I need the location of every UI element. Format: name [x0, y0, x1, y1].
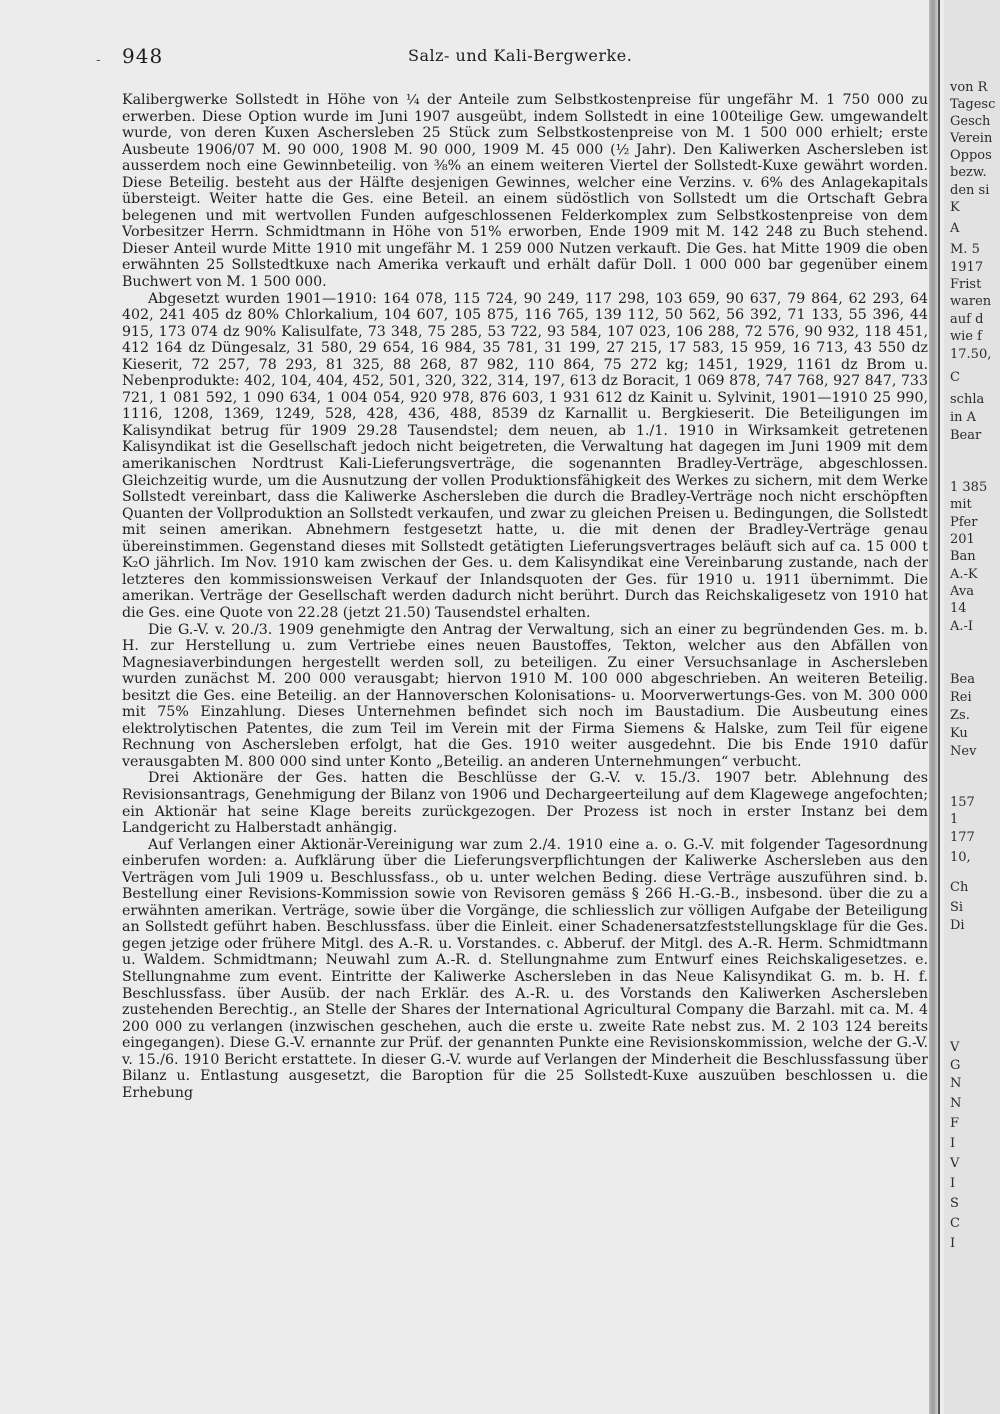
adjacent-page-fragment: Nev — [950, 744, 977, 759]
paragraph: Die G.-V. v. 20./3. 1909 genehmigte den Antrag der Verwaltung, sich an einer zu begründenden Ges. m. b. H. zur Herstellung u. zum Vertriebe eines neuen Baustoffes, Tekton, welcher aus den Abfällen von Magnesiaverbindungen hergestellt werden soll, zu beteiligen. Zu einer Versuchsanlage in Aschersleben wurden zunächst M. 200 000 verausgabt; hiervon 1910 M. 100 000 abgeschrieben. An weiteren Beteilig. besitzt die Ges. eine Beteilig. an der Hannoverschen Kolonisations- u. Moorverwertungs-Ges. von M. 300 000 mit 75% Einzahlung. Dieses Unternehmen befindet sich noch im Baustadium. Die Ausbeutung eines elektrolytischen Patentes, die zum Teil im Verein mit der Firma Siemens & Halske, zum Teil für eigene Rechnung von Aschersleben erfolgt, hat die Ges. 1910 weiter ausgedehnt. Die bis Ende 1910 dafür verausgabten M. 800 000 sind unter Konto „Beteilig. an anderen Unternehmungen“ verbucht. — [122, 621, 928, 770]
paragraph: Drei Aktionäre der Ges. hatten die Beschlüsse der G.-V. v. 15./3. 1907 betr. Ablehnung des Revisionsantrags, Genehmigung der Bilanz von 1906 und Dechargeerteilung auf dem Klagewege angefochten; ein Aktionär hat seine Klage bereits zurückgezogen. Der Prozess ist noch in erster Instanz bei dem Landgericht zu Halberstadt anhängig. — [122, 770, 928, 837]
paragraph: Kalibergwerke Sollstedt in Höhe von ¼ der Anteile zum Selbstkostenpreise für ungefähr M. 1 750 000 zu erwerben. Diese Option wurde im Juni 1907 ausgeübt, indem Sollstedt in eine 100teilige Gew. umgewandelt wurde, von deren Kuxen Aschersleben 25 Stück zum Selbstkostenpreise von M. 1 500 000 erhielt; erste Ausbeute 1906/07 M. 90 000, 1908 M. 90 000, 1909 M. 45 000 (½ Jahr). Den Kaliwerken Aschersleben ist ausserdem noch eine Gewinnbeteilig. von ⅜% an einem weiteren Viertel der Sollstedt-Kuxe gewährt worden. Diese Beteilig. besteht aus der Hälfte desjenigen Gewinnes, welcher eine Verzins. v. 6% des Anlagekapitals übersteigt. Weiter hatte die Ges. eine Beteil. an einem südöstlich von Sollstedt um die Ortschaft Gebra belegenen und mit wertvollen Funden aufgeschlossenen Felderkomplex zum Selbstkostenpreise von dem Vorbesitzer Herrn. Schmidtmann in Höhe von 51% erworben, Ende 1909 mit M. 142 248 zu Buch stehend. Dieser Anteil wurde Mitte 1910 mit ungefähr M. 1 259 000 Nutzen verkauft. Die Ges. hat Mitte 1909 die oben erwähnten 25 Sollstedtkuxe nach Amerika verkauft und erhält dafür Doll. 1 000 000 bar gegenüber einem Buchwert von M. 1 500 000. — [122, 92, 928, 291]
adjacent-page-fragment: G — [950, 1058, 961, 1073]
margin-dash: - — [96, 52, 101, 68]
adjacent-page-fragment: 177 — [950, 830, 975, 845]
adjacent-page-fragment: 17.50, — [950, 347, 992, 362]
gutter-line — [938, 0, 940, 1414]
running-head: Salz- und Kali-Bergwerke. — [408, 46, 633, 65]
adjacent-page-fragment: C — [950, 370, 960, 385]
adjacent-page-fragment: Zs. — [950, 708, 970, 723]
adjacent-page-fragment: Ch — [950, 880, 969, 895]
page-number: 948 — [122, 44, 164, 68]
adjacent-page-fragment: Di — [950, 918, 965, 933]
adjacent-page-fragment: I — [950, 1236, 956, 1251]
adjacent-page-fragment: Rei — [950, 690, 972, 705]
adjacent-page-fragment: in A — [950, 410, 977, 425]
adjacent-page-fragment: von R — [950, 80, 988, 95]
adjacent-page-fragment: 1 385 — [950, 480, 988, 495]
adjacent-page-fragment: waren — [950, 294, 992, 309]
adjacent-page-strip — [944, 0, 1000, 1414]
adjacent-page-fragment: I — [950, 1176, 956, 1191]
adjacent-page-fragment: Ava — [950, 584, 974, 599]
adjacent-page-fragment: N — [950, 1076, 962, 1091]
adjacent-page-fragment: Bea — [950, 672, 975, 687]
paragraph: Abgesetzt wurden 1901—1910: 164 078, 115 724, 90 249, 117 298, 103 659, 90 637, 79 864, 62 293, 64 402, 241 405 dz 80% Chlorkalium, 104 607, 105 875, 116 765, 139 112, 50 562, 56 392, 71 133, 55 396, 44 915, 173 074 dz 90% Kalisulfate, 73 348, 75 285, 53 722, 93 584, 107 023, 106 288, 72 576, 90 932, 118 451, 412 164 dz Düngesalz, 31 580, 29 654, 16 984, 35 781, 31 199, 27 215, 17 583, 15 959, 16 713, 43 550 dz Kieserit, 72 257, 78 293, 81 325, 88 268, 87 982, 110 864, 75 272 kg; 1451, 1929, 1161 dz Brom u. Nebenprodukte: 402, 104, 404, 452, 501, 320, 322, 314, 197, 613 dz Boracit, 1 069 878, 747 768, 927 847, 733 721, 1 081 592, 1 090 634, 1 004 054, 920 978, 876 603, 1 931 612 dz Kainit u. Sylvinit, 1901—1910 25 990, 1116, 1208, 1369, 1249, 528, 428, 436, 488, 8539 dz Karnallit u. Bergkieserit. Die Beteiligungen im Kalisyndikat betrug für 1909 29.28 Tausendstel; dem neuen, ab 1./1. 1910 in Wirksamkeit getretenen Kalisyndikat ist die Gesellschaft jedoch nicht beigetreten, die Verwaltung hat dagegen im Juni 1909 mit dem amerikanischen Nordtrust Kali-Lieferungsverträge, die sogenannten Bradley-Verträge, abgeschlossen. Gleichzeitig wurde, um die Ausnutzung der vollen Produktionsfähigkeit des Werkes zu sichern, mit dem Werke Sollstedt vereinbart, dass die Kaliwerke Aschersleben die durch die Bradley-Verträge noch nicht erschöpften Quanten der Vollproduktion an Sollstedt verkaufen, und zwar zu gleichen Preisen u. Bedingungen, die Sollstedt mit seinen amerikan. Abnehmern festgesetzt hatte, u. die mit denen der Bradley-Verträge genau übereinstimmen. Gegenstand dieses mit Sollstedt getätigten Lieferungsvertrages beläuft sich auf ca. 15 000 t K₂O jährlich. Im Nov. 1910 kam zwischen der Ges. u. dem Kalisyndikat eine Vereinbarung zustande, nach der letzteres den kommissionsweisen Verkauf der Inlandsquoten der Ges. für 1910 u. 1911 übernimmt. Die amerikan. Verträge der Gesellschaft werden dadurch nicht berührt. Durch das Reichskaligesetz von 1910 hat die Ges. eine Quote von 22.28 (jetzt 21.50) Tausendstel erhalten. — [122, 290, 928, 621]
adjacent-page-fragment: V — [950, 1040, 960, 1055]
adjacent-page-fragment: 157 — [950, 795, 975, 810]
adjacent-page-fragment: Gesch — [950, 114, 991, 129]
adjacent-page-fragment: Si — [950, 900, 964, 915]
adjacent-page-fragment: I — [950, 1136, 956, 1151]
adjacent-page-fragment: den si — [950, 183, 990, 198]
adjacent-page-fragment: Ku — [950, 726, 968, 741]
adjacent-page-fragment: 10, — [950, 850, 971, 865]
adjacent-page-fragment: M. 5 — [950, 242, 980, 257]
page-header — [118, 44, 928, 74]
adjacent-page-fragment: S — [950, 1196, 959, 1211]
adjacent-page-fragment: Oppos — [950, 148, 992, 163]
adjacent-page-fragment: 1 — [950, 812, 959, 827]
adjacent-page-fragment: auf d — [950, 312, 984, 327]
adjacent-page-fragment: A.-I — [950, 619, 974, 634]
adjacent-page-fragment: 201 — [950, 532, 975, 547]
adjacent-page-fragment: V — [950, 1156, 960, 1171]
adjacent-page-fragment: 1917 — [950, 260, 984, 275]
adjacent-page-fragment: Bear — [950, 428, 982, 443]
paragraph: Auf Verlangen einer Aktionär-Vereinigung war zum 2./4. 1910 eine a. o. G.-V. mit folgender Tagesordnung einberufen worden: a. Aufklärung über die Lieferungsverpflichtungen der Kaliwerke Aschersleben aus den Verträgen vom Juli 1909 u. Beschlussfass., ob u. unter welchen Beding. diese Verträge auszuführen sind. b. Bestellung einer Revisions-Kommission sowie von Revisoren gemäss § 266 H.-G.-B., insbesond. über die zu a erwähnten amerikan. Verträge, sowie über die Vorgänge, die schliesslich zur völligen Aufgabe der Beteiligung an Sollstedt geführt haben. Beschlussfass. über die Einleit. einer Schadenersatzfeststellungsklage für die Ges. gegen jetzige oder frühere Mitgl. des A.-R. u. Vorstandes. c. Abberuf. der Mitgl. des A.-R. Herm. Schmidtmann u. Waldem. Schmidtmann; Neuwahl zum A.-R. d. Stellungnahme zum Entwurf eines Reichskaligesetzes. e. Stellungnahme zum event. Eintritte der Kaliwerke Aschersleben in das Neue Kalisyndikat G. m. b. H. f. Beschlussfass. über Ausüb. der nach Erklär. des A.-R. u. des Vorstands den Kaliwerken Aschersleben zustehenden Berechtig., an Stelle der Shares der International Agricultural Company die Barzahl. mit ca. M. 4 200 000 zu verlangen (inzwischen geschehen, auch die erste u. zweite Rate nebst zus. M. 2 103 124 bereits eingegangen). Diese G.-V. ernannte zur Prüf. der genannten Punkte eine Revisionskommission, welche der G.-V. v. 15./6. 1910 Bericht erstattete. In dieser G.-V. wurde auf Verlangen der Minderheit die Beschlussfassung über Bilanz u. Entlastung ausgesetzt, die Baroption für die 25 Sollstedt-Kuxe auszuüben beschlossen u. die Erhebung — [122, 836, 928, 1101]
adjacent-page-fragment: C — [950, 1216, 960, 1231]
adjacent-page-fragment: 14 — [950, 601, 967, 616]
adjacent-page-fragment: schla — [950, 392, 985, 407]
adjacent-page-fragment: N — [950, 1096, 962, 1111]
adjacent-page-fragment: Pfer — [950, 515, 978, 530]
adjacent-page-fragment: wie f — [950, 329, 982, 344]
adjacent-page-fragment: Tagesc — [950, 97, 996, 112]
adjacent-page-fragment: F — [950, 1116, 960, 1131]
main-text-column — [122, 92, 928, 1101]
adjacent-page-fragment: Verein — [950, 131, 993, 146]
adjacent-page-fragment: A.-K — [950, 567, 978, 582]
adjacent-page-fragment: bezw. — [950, 165, 987, 180]
adjacent-page-fragment: Ban — [950, 549, 976, 564]
adjacent-page-fragment: mit — [950, 497, 972, 512]
adjacent-page-fragment: K — [950, 200, 960, 215]
adjacent-page-fragment: Frist — [950, 277, 982, 292]
adjacent-page-fragment: A — [950, 221, 960, 236]
